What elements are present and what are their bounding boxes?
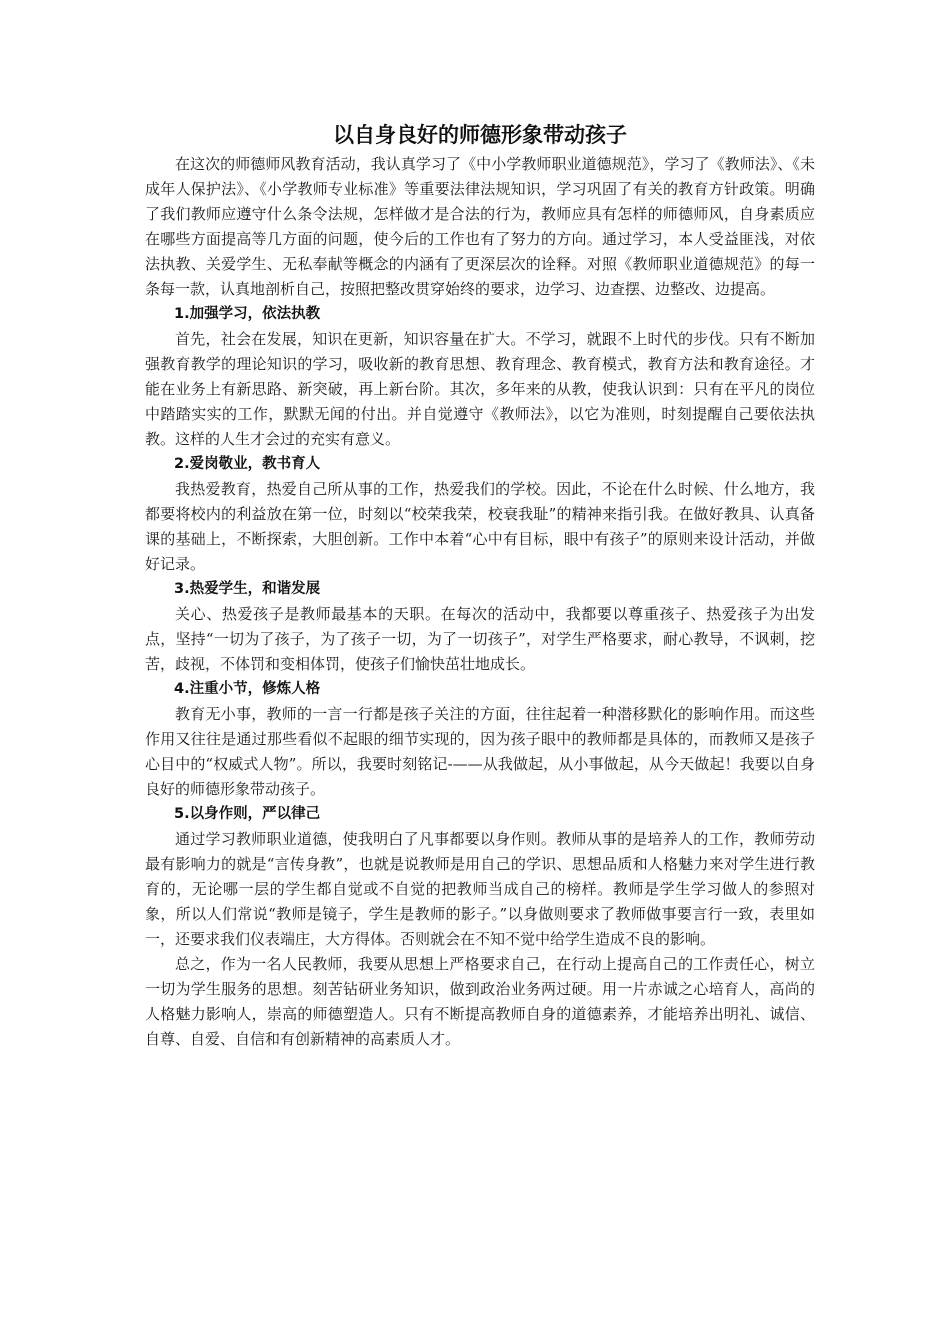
section-heading-5: 5.以身作则，严以律己 <box>174 806 321 822</box>
document-body <box>145 118 815 1052</box>
section-heading-1: 1.加强学习，依法执教 <box>174 306 321 322</box>
section-body-4: 教育无小事，教师的一言一行都是孩子关注的方面，往往起着一种潜移默化的影响作用。而这些作用又往往是通过那些看似不起眼的细节实现的，因为孩子眼中的教师都是具体的，而教师又是孩子心目中的“权威式人物”。所以，我要时刻铭记-——从我做起，从小事做起，从今天做起！我要以自身良好的师德形象带动孩子。 <box>145 705 815 798</box>
intro-paragraph: 在这次的师德师风教育活动，我认真学习了《中小学教师职业道德规范》，学习了《教师法》、《未成年人保护法》、《小学教师专业标准》等重要法律法规知识，学习巩固了有关的教育方针政策。明确了我们教师应遵守什么条令法规，怎样做才是合法的行为，教师应具有怎样的师德师风，自身素质应在哪些方面提高等几方面的问题，使今后的工作也有了努力的方向。通过学习，本人受益匪浅，对依法执教、关爱学生、无私奉献等概念的内涵有了更深层次的诠释。对照《教师职业道德规范》的每一条每一款，认真地剖析自己，按照把整改贯穿始终的要求，边学习、边查摆、边整改、边提高。 <box>145 155 815 298</box>
section-heading-2: 2.爱岗敬业，教书育人 <box>174 456 321 472</box>
section-body-2: 我热爱教育，热爱自己所从事的工作，热爱我们的学校。因此，不论在什么时候、什么地方，我都要将校内的利益放在第一位，时刻以“校荣我荣，校衰我耻”的精神来指引我。在做好教具、认真备课的基础上，不断探索，大胆创新。工作中本着“心中有目标，眼中有孩子”的原则来设计活动，并做好记录。 <box>145 480 815 573</box>
section-heading-3: 3.热爱学生，和谐发展 <box>174 581 321 597</box>
conclusion-paragraph: 总之，作为一名人民教师，我要从思想上严格要求自己，在行动上提高自己的工作责任心，树立一切为学生服务的思想。刻苦钻研业务知识，做到政治业务两过硬。用一片赤诚之心培育人，高尚的人格魅力影响人，崇高的师德塑造人。只有不断提高教师自身的道德素养，才能培养出明礼、诚信、自尊、自爱、自信和有创新精神的高素质人才。 <box>145 955 815 1048</box>
document-title: 以自身良好的师德形象带动孩子 <box>333 123 627 147</box>
section-heading-4: 4.注重小节，修炼人格 <box>174 681 321 697</box>
section-body-3: 关心、热爱孩子是教师最基本的天职。在每次的活动中，我都要以尊重孩子、热爱孩子为出发点，坚持“一切为了孩子，为了孩子一切，为了一切孩子”，对学生严格要求，耐心教导，不讽刺，挖苦，歧视，不体罚和变相体罚，使孩子们愉快茁壮地成长。 <box>145 605 815 673</box>
section-body-1: 首先，社会在发展，知识在更新，知识容量在扩大。不学习，就跟不上时代的步伐。只有不断加强教育教学的理论知识的学习，吸收新的教育思想、教育理念、教育模式，教育方法和教育途径。才能在业务上有新思路、新突破，再上新台阶。其次，多年来的从教，使我认识到：只有在平凡的岗位中踏踏实实的工作，默默无闻的付出。并自觉遵守《教师法》，以它为准则，时刻提醒自己要依法执教。这样的人生才会过的充实有意义。 <box>145 330 815 448</box>
section-body-5: 通过学习教师职业道德，使我明白了凡事都要以身作则。教师从事的是培养人的工作，教师劳动最有影响力的就是“言传身教”，也就是说教师是用自己的学识、思想品质和人格魅力来对学生进行教育的，无论哪一层的学生都自觉或不自觉的把教师当成自己的榜样。教师是学生学习做人的参照对象，所以人们常说“教师是镜子，学生是教师的影子。”以身做则要求了教师做事要言行一致，表里如一，还要求我们仪表端庄，大方得体。否则就会在不知不觉中给学生造成不良的影响。 <box>145 830 815 948</box>
